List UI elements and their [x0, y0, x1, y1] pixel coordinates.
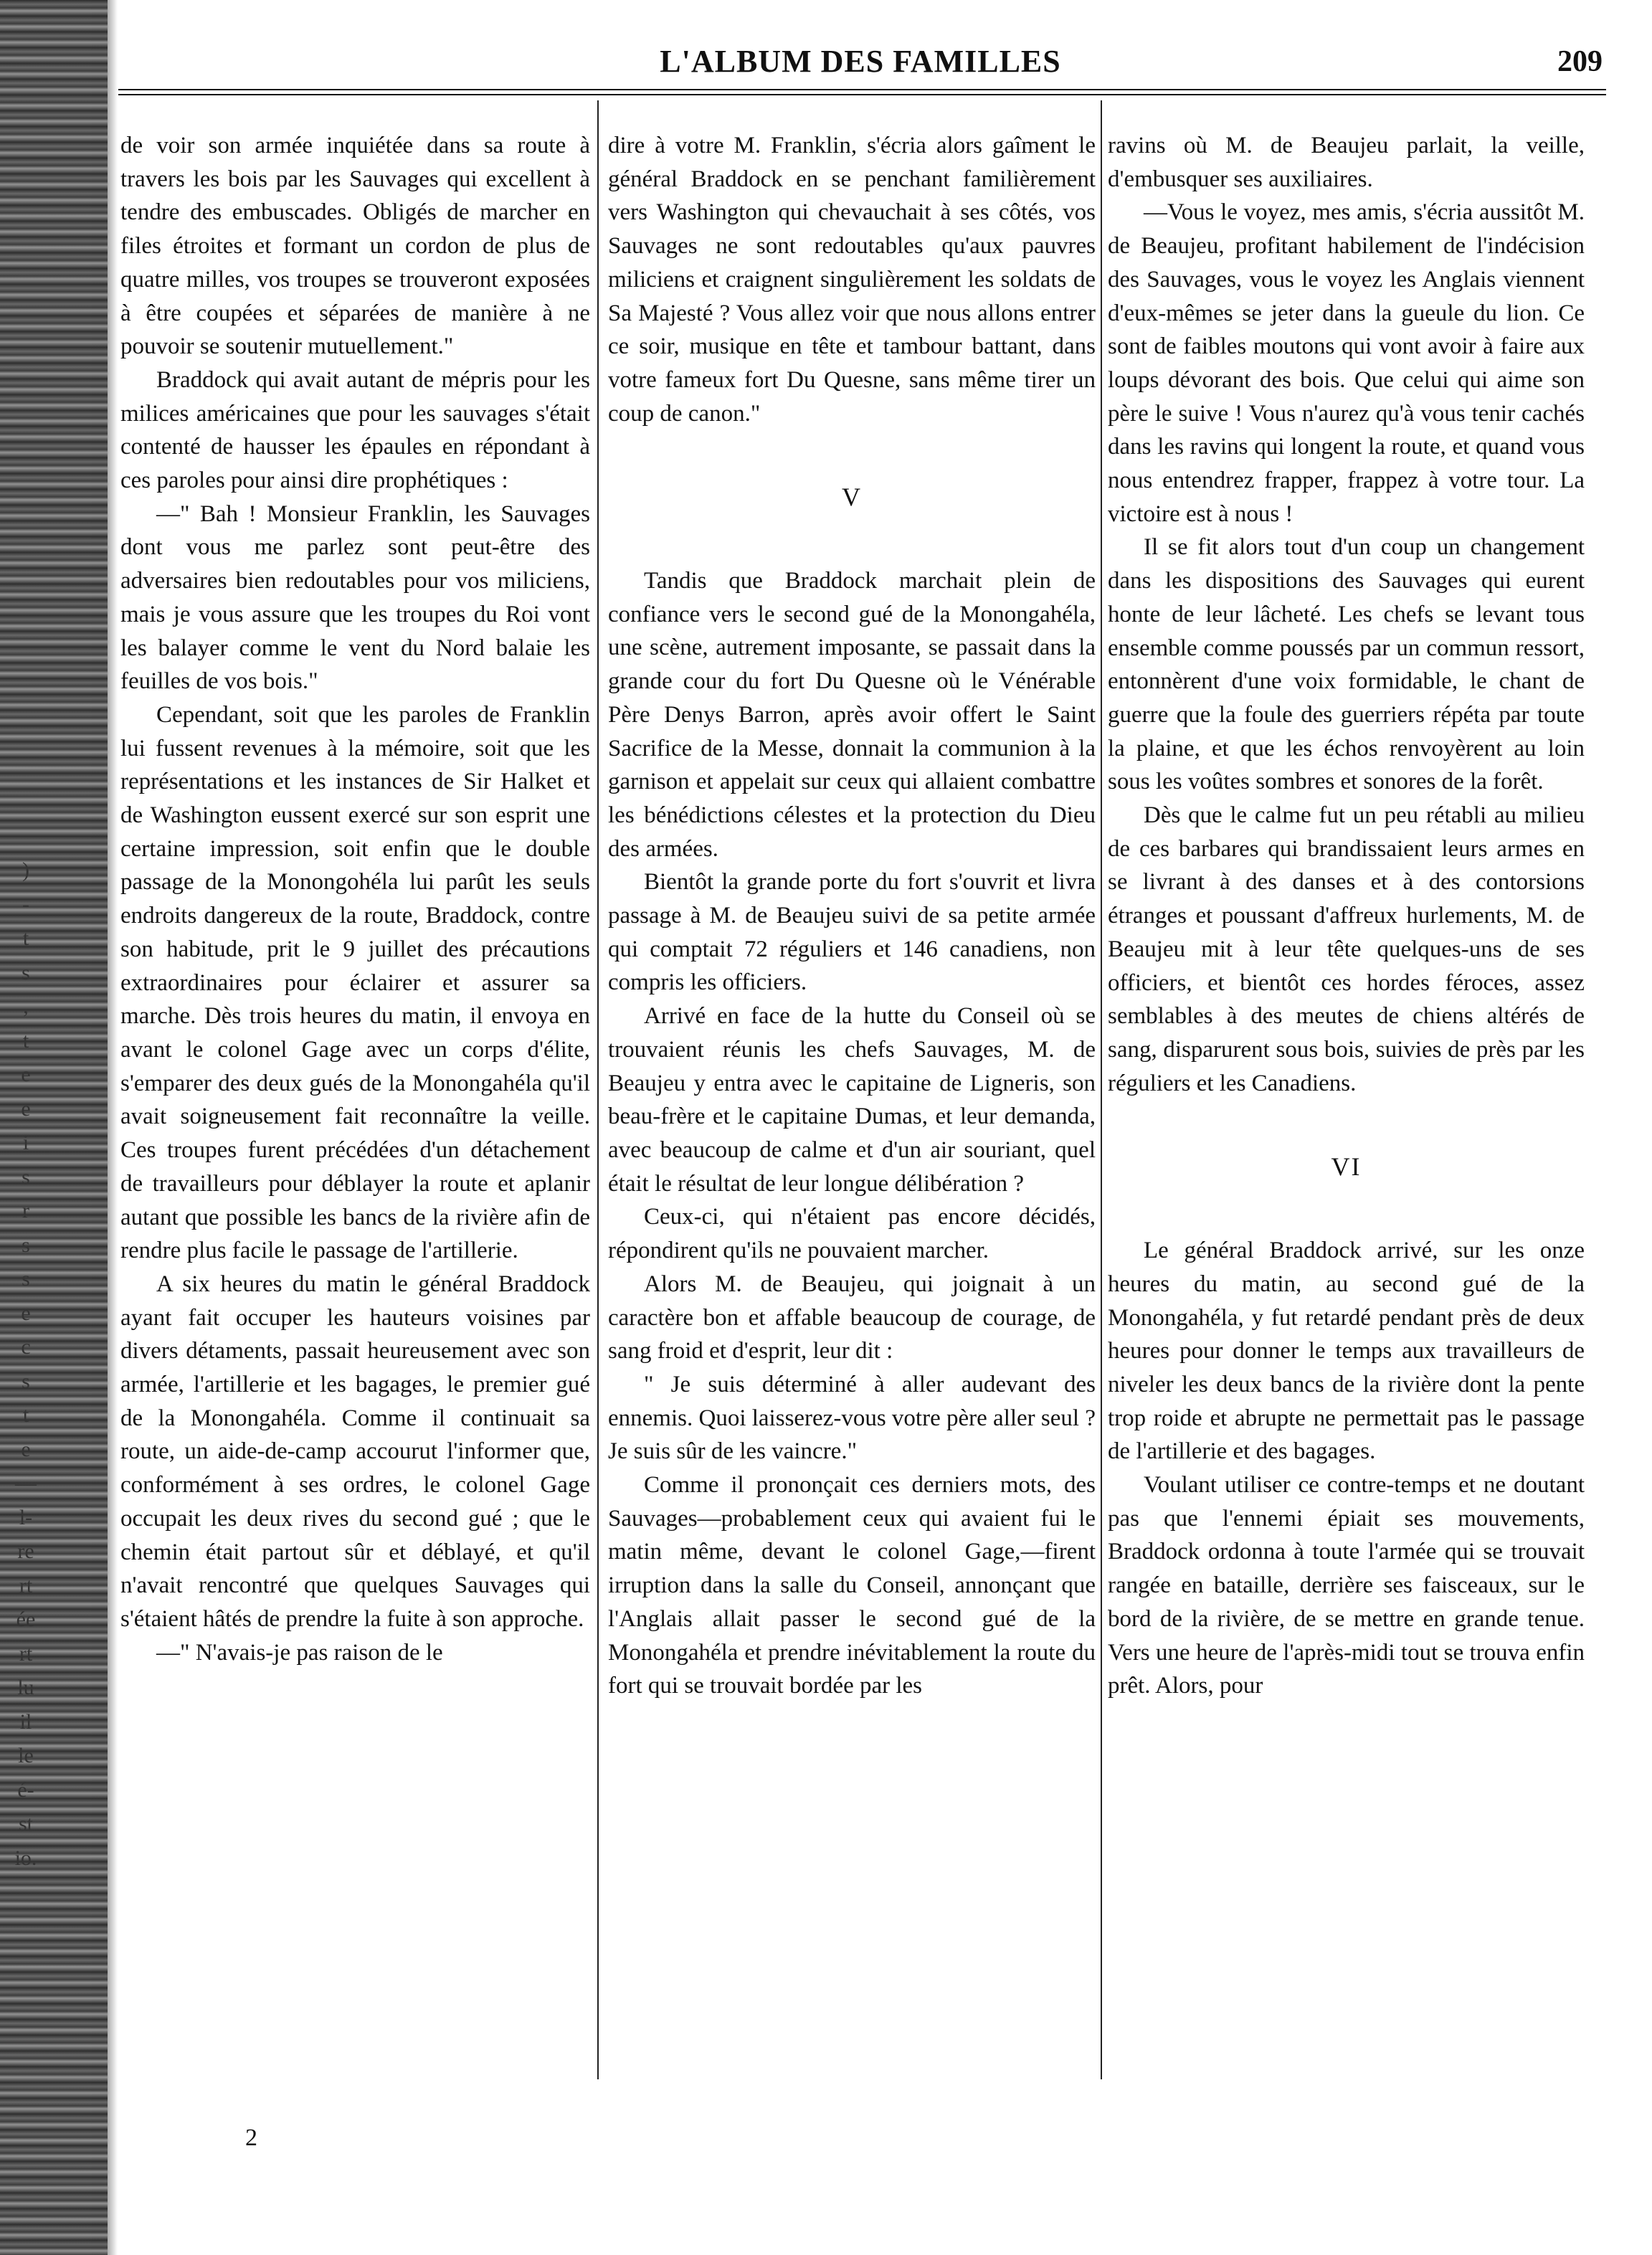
- header-rule: [118, 89, 1606, 95]
- paragraph: Arrivé en face de la hutte du Conseil où se trouvaient réunis les chefs Sauvages, M. de Beaujeu y entra avec le capitaine de Ligneris, son beau-frère et le capitaine Dumas, et leur demanda, avec beaucoup de calme et d'un air souriant, quel était le résultat de leur longue délibération ?: [608, 1003, 1096, 1197]
- paragraph: Alors M. de Beaujeu, qui joignait à un caractère bon et affable beaucoup de courage, de sang froid et d'esprit, leur dit :: [608, 1271, 1096, 1364]
- margin-fragment: é-: [17, 1777, 34, 1802]
- margin-fragment: e: [21, 1063, 31, 1086]
- paragraph: Comme il prononçait ces derniers mots, des Sauvages—probablement ceux qui avaient fui le matin même, devant le colonel Gage,—firent irruption dans la salle du Conseil, annonçant que l'Anglais allait passer le second gué de la Monongahéla et prendre inévitablement la route du fort qui se trouvait bordée par les: [608, 1472, 1096, 1699]
- margin-fragment: r: [22, 1199, 29, 1223]
- margin-fragment: io.: [14, 1846, 37, 1870]
- paragraph: de voir son armée inquiétée dans sa route à travers les bois par les Sauvages qui excellent à tendre des embuscades. Obligés de marcher en files étroites et formant un cordon de plus de quatre milles, vos troupes se trouveront exposées à être coupées et séparées de manière à ne pouvoir se soutenir mutuellement.": [120, 133, 590, 360]
- margin-fragment: s: [22, 960, 30, 984]
- paragraph: Tandis que Braddock marchait plein de confiance vers le second gué de la Monongahéla, une scène, autrement imposante, se passait dans la grande cour du fort Du Quesne où le Vénérable Père Denys Barron, après avoir offert le Saint Sacrifice de la Messe, donnait la communion à la garnison et appelait sur ceux qui allaient combattre les bénédictions célestes et la protection du Dieu des armées.: [608, 568, 1096, 862]
- margin-fragment: e: [21, 1437, 31, 1461]
- margin-fragment: —: [15, 1471, 37, 1495]
- paragraph: Il se fit alors tout d'un coup un changement dans les dispositions des Sauvages qui eurent honte de leur lâcheté. Les chefs se levant tous ensemble comme poussés par un commun ressort, entonnèrent d'une voix formidable, le chant de guerre que la foule des guerriers répéta par toute la plaine, et que les échos renvoyèrent au loin sous les voûtes sombres et sonores de la forêt.: [1108, 534, 1585, 795]
- margin-fragment: ): [22, 858, 29, 882]
- paragraph: —Vous le voyez, mes amis, s'écria aussitôt M. de Beaujeu, profitant habilement de l'indécision des Sauvages, vous le voyez les Anglais viennent d'eux-mêmes se jeter dans la gueule du lion. Ce sont de faibles moutons qui vont avoir à faire aux loups dévorant des bois. Que celui qui aime son père le suive ! Vous n'aurez qu'à vous tenir cachés dans les ravins qui longent la route, et quand vous nous entendrez frapper, frappez à votre tour. La victoire est à nous !: [1108, 199, 1585, 527]
- text-column-1: [120, 129, 590, 2230]
- section-heading: VI: [1331, 1152, 1362, 1182]
- paragraph: A six heures du matin le général Braddock ayant fait occuper les hauteurs voisines par divers détaments, passait heureusement avec son armée, l'artillerie et les bagages, le premier gué de la Monongahéla. Comme il continuait sa route, un aide-de-camp accourut l'informer que, conformément à ses ordres, le colonel Gage occupait les deux rives du second gué ; que le chemin était partout sûr et déblayé, et qu'il n'avait rencontré que quelques Sauvages qui s'étaient hâtés de prendre la fuite à son approche.: [120, 1271, 590, 1632]
- facing-page-margin-fragments: [4, 853, 47, 1875]
- paragraph: " Je suis déterminé à aller audevant des ennemis. Quoi laisserez-vous votre père aller seul ? Je suis sûr de les vaincre.": [608, 1371, 1096, 1465]
- paragraph: Ceux-ci, qui n'étaient pas encore décidés, répondirent qu'ils ne pouvaient marcher.: [608, 1204, 1096, 1264]
- signature-mark: 2: [245, 2125, 257, 2151]
- section-heading: V: [842, 483, 862, 512]
- margin-fragment: c: [21, 1335, 31, 1359]
- running-title: L'ALBUM DES FAMILLES: [660, 44, 1061, 79]
- margin-fragment: l-: [19, 1505, 33, 1529]
- margin-fragment: -: [22, 892, 29, 916]
- paragraph: Le général Braddock arrivé, sur les onze heures du matin, au second gué de la Monongahéla, y fut retardé pendant près de deux heures pour donner le temps aux travailleurs de niveler les deux bancs de la rivière dont la pente trop roide et abrupte ne permettait pas le passage de l'artillerie et des bagages.: [1108, 1238, 1585, 1465]
- margin-fragment: s: [22, 1369, 30, 1393]
- paragraph: Bientôt la grande porte du fort s'ouvrit et livra passage à M. de Beaujeu suivi de sa petite armée qui comptait 72 réguliers et 146 canadiens, non compris les officiers.: [608, 869, 1096, 996]
- paragraph: —" Bah ! Monsieur Franklin, les Sauvages dont vous me parlez sont peut-être des adversaires bien redoutables pour vos miliciens, mais je vous assure que les troupes du Roi vont les balayer comme le vent du Nord balaie les feuilles de vos bois.": [120, 500, 590, 695]
- margin-fragment: t: [22, 926, 29, 950]
- paragraph: dire à votre M. Franklin, s'écria alors gaîment le général Braddock en se penchant familièrement vers Washington qui chevauchait à ses côtés, vos Sauvages ne sont redoutables qu'aux pauvres miliciens et craignent singulièrement les soldats de Sa Majesté ? Vous allez voir que nous allons entrer ce soir, musique en tête et tambour battant, dans votre fameux fort Du Quesne, sans même tirer un coup de canon.": [608, 133, 1096, 427]
- paragraph: —" N'avais-je pas raison de le: [156, 1639, 443, 1666]
- margin-fragment: s: [22, 1267, 30, 1291]
- margin-fragment: ée: [16, 1608, 36, 1631]
- column-divider: [1101, 100, 1102, 2079]
- paragraph: Cependant, soit que les paroles de Franklin lui fussent revenues à la mémoire, soit que les représentations et les instances de Sir Halket et de Washington eussent exercé sur son esprit une certaine impression, soit enfin que le double passage de la Monongohéla lui parût les seuls endroits dangereux de la route, Braddock, contre son habitude, prit le 9 juillet des précautions extraordinaires pour éclairer et assurer sa marche. Dès trois heures du matin, il envoya en avant le colonel Gage avec un corps d'élite, s'emparer des deux gués de la Monongahéla qu'il avait soigneusement fait reconnaître la veille. Ces troupes furent précédées d'un détachement de travailleurs pour déblayer la route et aplanir autant que possible les bancs de la rivière afin de rendre plus facile le passage de l'artillerie.: [120, 701, 590, 1264]
- margin-fragment: ,: [23, 994, 29, 1018]
- text-column-3: [1108, 129, 1585, 2230]
- margin-fragment: t: [22, 1403, 29, 1427]
- margin-fragment: rt: [19, 1641, 33, 1666]
- margin-fragment: s: [22, 1233, 30, 1257]
- paragraph: ravins où M. de Beaujeu parlait, la veille, d'embusquer ses auxiliaires.: [1108, 133, 1585, 192]
- page-number: 209: [1557, 45, 1603, 78]
- margin-fragment: st: [18, 1812, 33, 1836]
- margin-fragment: il: [19, 1709, 32, 1734]
- column-divider: [597, 100, 599, 2079]
- text-column-2: [608, 129, 1096, 2230]
- margin-fragment: s: [22, 1164, 30, 1189]
- margin-fragment: e: [21, 1301, 31, 1325]
- page-header: [118, 40, 1603, 83]
- paragraph: Voulant utiliser ce contre-temps et ne doutant pas que l'ennemi épiait ses mouvements, Braddock ordonna à toute l'armée qui se trouvait rangée en bataille, derrière ses faisceaux, sur le bord de la rivière, de se mettre en grande tenue. Vers une heure de l'après-midi tout se trouva enfin prêt. Alors, pour: [1108, 1472, 1585, 1699]
- paragraph: Dès que le calme fut un peu rétabli au milieu de ces barbares qui brandissaient leurs armes en se livrant à des danses et à des contorsions étranges et poussant d'affreux hurlements, M. de Beaujeu mit à leur tête quelques-uns de ses officiers, et bientôt ces hordes féroces, assez semblables à des meutes de chiens altérés de sang, disparurent sous bois, suivies de près par les réguliers et les Canadiens.: [1108, 802, 1585, 1096]
- margin-fragment: le: [18, 1744, 34, 1767]
- margin-fragment: t: [22, 1028, 29, 1053]
- margin-fragment: rt: [19, 1573, 33, 1598]
- margin-fragment: e: [21, 1096, 31, 1121]
- paragraph: Braddock qui avait autant de mépris pour les milices américaines que pour les sauvages s'était contenté de hausser les épaules en répondant à ces paroles pour ainsi dire prophétiques :: [120, 366, 590, 494]
- margin-fragment: lu: [17, 1676, 34, 1699]
- margin-fragment: i: [22, 1131, 29, 1154]
- margin-fragment: re: [17, 1539, 34, 1563]
